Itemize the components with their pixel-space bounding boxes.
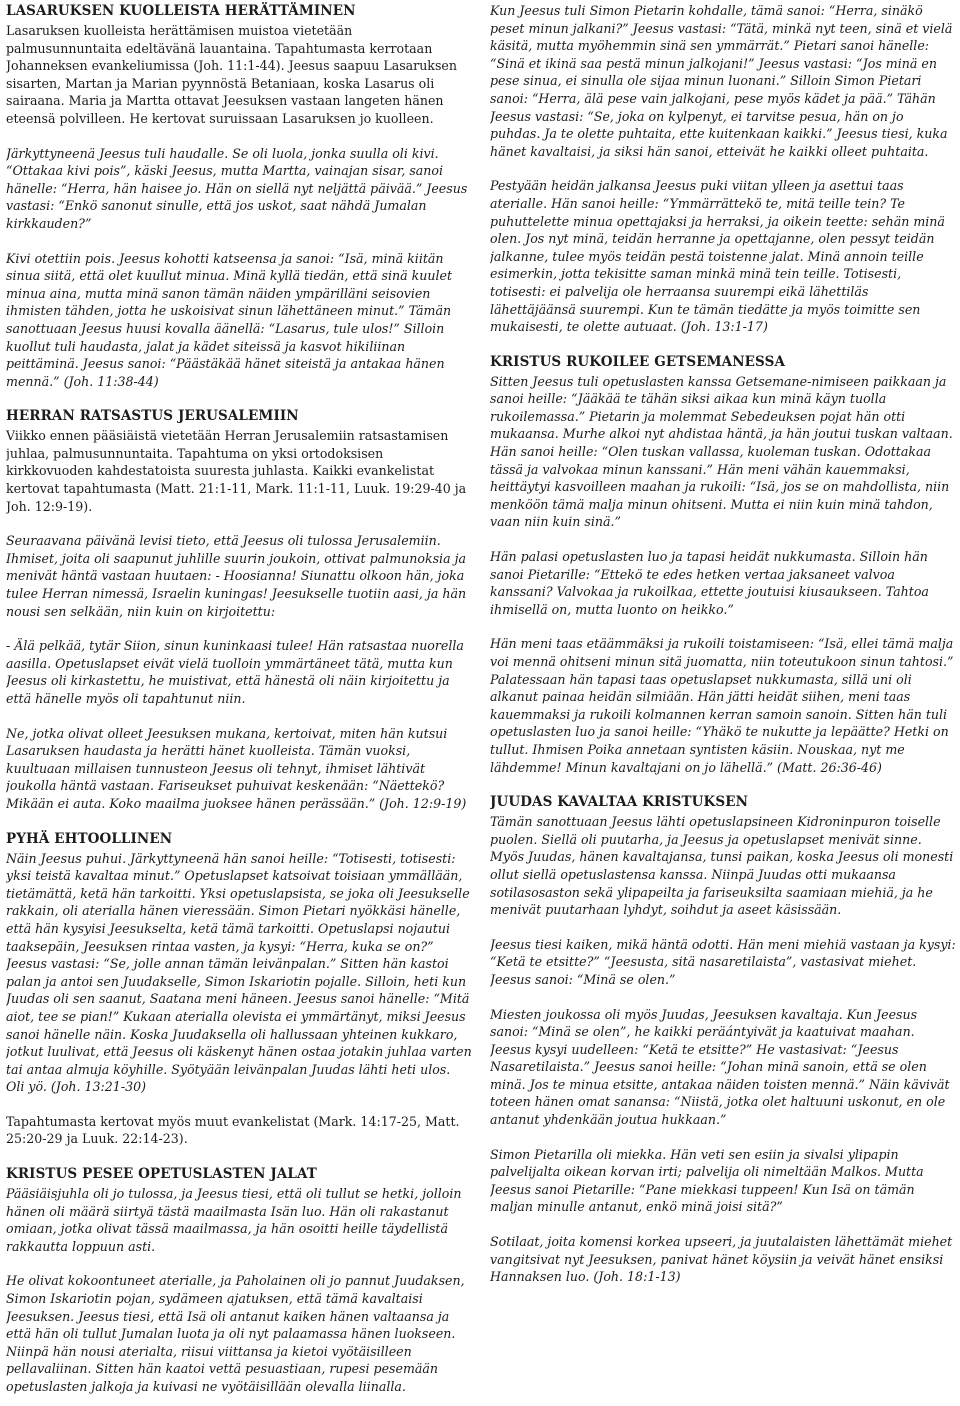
paragraph: Kivi otettiin pois. Jeesus kohotti katseensa ja sanoi: “Isä, minä kiitän sinua siitä, että olet kuullut minua. Minä kyllä tiedän, että sinä kuulet minua aina, mutta minä sanon tämän näiden ympärilläni seisovien ihmisten tähden, jotta he uskoisivat sinun lähettäneen minut.” Tämän sanottuaan Jeesus huusi kovalla äänellä: “Lasarus, tule ulos!” Silloin kuollut tuli haudasta, jalat ja kädet siteissä ja kasvot hikiliinan peittäminä. Jeesus sanoi: “Päästäkää hänet siteistä ja antakaa hänen mennä.” (Joh. 11:38-44) xyxy=(6,250,453,389)
paragraph: Viikko ennen pääsiäistä vietetään Herran Jerusalemiin ratsastamisen juhlaa, palmusunnuntaita. Tapahtuma on yksi ortodoksisen kirkkovuoden kahdestatoista suuresta juhlasta. Kaikki evankelistat kertovat tapahtumasta (Matt. 21:1-11, Mark. 11:1-11, Luuk. 19:29-40 ja Joh. 12:9-19). xyxy=(6,428,467,514)
section-heading: KRISTUS RUKOILEE GETSEMANESSA xyxy=(490,353,786,370)
paragraph: Miesten joukossa oli myös Juudas, Jeesuksen kavaltaja. Kun Jeesus sanoi: “Minä se olen”, he kaikki peräántyivät ja kaatuivat maahan. Jeesus kysyi uudelleen: “Ketä te etsitte?” He vastasivat: “Jeesus Nasaretilaista.” Jeesus sanoi heille: “Johan minä sanoin, että se olen minä. Jos te minua etsitte, antakaa näiden toisten mennä.” Näin kävivät toteen hänen omat sanansa: “Niistä, jotka olet haltuuni uskonut, en ole antanut yhdenkään joutua hukkaan.” xyxy=(490,1006,950,1128)
section-judas-betrayal xyxy=(490,793,956,1286)
paragraph: Sotilaat, joita komensi korkea upseeri, ja juutalaisten lähettämät miehet vangitsivat nyt Jeesuksen, panivat hänet köysiin ja veivät hänet ensiksi Hannaksen luo. (Joh. 18:1-13) xyxy=(490,1234,953,1285)
right-column xyxy=(490,2,956,1406)
paragraph: He olivat kokoontuneet aterialle, ja Paholainen oli jo pannut Juudaksen, Simon Iskariotin pojan, sydämeen ajatuksen, että tämä kavaltaisi Jeesuksen. Jeesus tiesi, että Isä oli antanut kaiken hänen valtaansa ja että hän oli tullut Jumalan luota ja oli nyt palaamassa hänen luokseen. Niinpä hän nousi aterialta, riisui viittansa ja kietoi vyötäisilleen pellavaliinan. Sitten hän kaatoi vettä pesuastiaan, rupesi pesemään opetuslasten jalkoja ja kuivasi ne vyötäisillään olevalla liinalla. xyxy=(6,1273,465,1394)
section-heading: LASARUKSEN KUOLLEISTA HERÄTTÄMINEN xyxy=(6,3,356,19)
section-palm-sunday xyxy=(6,407,472,812)
left-column xyxy=(6,2,472,1406)
paragraph: Lasaruksen kuolleista herättämisen muistoa vietetään palmusunnuntaita edeltävänä lauantaina. Tapahtumasta kerrotaan Johanneksen evankeliumissa (Joh. 11:1-44). Jeesus saapuu Lasaruksen sisarten, Martan ja Marian pyynnöstä Betaniaan, koska Lasarus oli sairaana. Maria ja Martta ottavat Jeesuksen vastaan langeten hänen eteensä polvilleen. He kertovat suruissaan Lasaruksen jo kuolleen. xyxy=(6,23,457,126)
section-heading: HERRAN RATSASTUS JERUSALEMIIN xyxy=(6,408,299,425)
paragraph: Sitten Jeesus tuli opetuslasten kanssa Getsemane-nimiseen paikkaan ja sanoi heille: “Jääkää te tähän siksi aikaa kun minä käyn tuolla rukoilemassa.” Pietarin ja molemmat Sebedeuksen pojat hän otti mukaansa. Murhe alkoi nyt ahdistaa häntä, ja hän joutui tuskan valtaan. Hän sanoi heille: “Olen tuskan vallassa, kuoleman tuskan. Odottakaa tässä ja valvokaa minun kanssani.” Hän meni vähän kauemmaksi, heittäytyi kasvoilleen maahan ja rukoili: “Isä, jos se on mahdollista, niin menköön tämä malja minun ohitseni. Mutta ei niin kuin minä tahdon, vaan niin kuin sinä.” xyxy=(490,373,953,530)
paragraph: Kun Jeesus tuli Simon Pietarin kohdalle, tämä sanoi: “Herra, sinäkö peset minun jalkani?” Jeesus vastasi: “Tätä, minkä nyt teen, sinä et vielä käsitä, mutta myöhemmin sinä sen ymmärrät.” Pietari sanoi hänelle: “Sinä et ikinä saa pestä minun jalkojani!” Jeesus vastasi: “Jos minä en pese sinua, ei sinulla ole sijaa minun luonani.” Silloin Simon Pietari sanoi: “Herra, älä pese vain jalkojani, pese myös kädet ja pää.” Tähän Jeesus vastasi: “Se, joka on kylpenyt, ei tarvitse pesua, hän on jo puhdas. Ja te olette puhtaita, ette kuitenkaan kaikki.” Jeesus tiesi, kuka hänet kavaltaisi, ja siksi hän sanoi, etteivät he kaikki olleet puhtaita. xyxy=(490,3,953,159)
section-holy-communion xyxy=(6,830,472,1149)
paragraph: Pestyään heidän jalkansa Jeesus puki viitan ylleen ja asettui taas aterialle. Hän sanoi heille: “Ymmärrättekö te, mitä teille tein? Te puhuttelette minua opettajaksi ja herraksi, ja oikein teette: sehän minä olen. Jos nyt minä, teidän herranne ja opettajanne, olen pessyt teidän jalkanne, tulee myös teidän pestä toistenne jalat. Minä annoin teille esimerkin, jotta tekisitte saman minkä minä tein teille. Totisesti, totisesti: ei palvelija ole herraansa suurempi eikä lähettiläs lähettäjäänsä suurempi. Kun te tämän tiedätte ja myös toimitte sen mukaisesti, te olette autuaat. (Joh. 13:1-17) xyxy=(490,178,945,335)
section-foot-washing xyxy=(6,1165,472,1396)
paragraph: Pääsiäisjuhla oli jo tulossa, ja Jeesus tiesi, että oli tullut se hetki, jolloin hänen oli määrä siirtyä tästä maailmasta Isän luo. Hän oli rakastanut omiaan, jotka olivat tässä maailmassa, ja hän osoitti heille täydellistä rakkautta loppuun asti. xyxy=(6,1186,462,1254)
paragraph: Tämän sanottuaan Jeesus lähti opetuslapsineen Kidroninpuron toiselle puolen. Siellä oli puutarha, ja Jeesus ja opetuslapset menivät sinne. Myös Juudas, hänen kavaltajansa, tunsi paikan, koska Jeesus oli monesti ollut siellä opetuslastensa kanssa. Niinpä Juudas otti mukaansa sotilasosaston sekä ylipapeilta ja fariseuksilta saamiaan miehiä, ja he menivät puutarhaan lyhdyt, soihdut ja aseet käsissään. xyxy=(490,814,954,918)
paragraph: Seuraavana päivänä levisi tieto, että Jeesus oli tulossa Jerusalemiin. Ihmiset, joita oli saapunut juhlille suurin joukoin, ottivat palmunoksia ja menivät häntä vastaan huutaen: - Hoosianna! Siunattu olkoon hän, joka tulee Herran nimessä, Israelin kuningas! Jeesukselle tuotiin aasi, ja hän nousi sen selkään, niin kuin on kirjoitettu: xyxy=(6,533,467,619)
section-heading: JUUDAS KAVALTAA KRISTUKSEN xyxy=(490,794,749,811)
section-heading: PYHÄ EHTOOLLINEN xyxy=(6,830,173,847)
paragraph: Jeesus tiesi kaiken, mikä häntä odotti. Hän meni miehiä vastaan ja kysyi: “Ketä te etsitte?” “Jeesusta, sitä nasaretilaista”, vastasivat miehet. Jeesus sanoi: “Minä se olen.” xyxy=(490,936,956,987)
section-lazarus xyxy=(6,2,472,390)
paragraph: - Älä pelkää, tytär Siion, sinun kuninkaasi tulee! Hän ratsastaa nuorella aasilla. Opetuslapset eivät vielä tuolloin ymmärtäneet tätä, mutta kun Jeesus oli kirkastettu, he muistivat, että hänestä oli näin kirjoitettu ja että hänelle myös oli tapahtunut niin. xyxy=(6,638,464,706)
paragraph: Näin Jeesus puhui. Järkyttyneenä hän sanoi heille: “Totisesti, totisesti: yksi teistä kavaltaa minut.” Opetuslapset katsoivat toisiaan ymmällään, tietämättä, ketä hän tarkoitti. Yksi opetuslapsista, se joka oli Jeesukselle rakkain, oli aterialla hänen vieressään. Simon Pietari nyökkäsi hänelle, että hän kysyisi Jeesukselta, ketä tämä tarkoitti. Opetuslapsi nojautui taaksepäin, Jeesuksen rintaa vasten, ja kysyi: “Herra, kuka se on?” Jeesus vastasi: “Se, jolle annan tämän leivänpalan.” Sitten hän kastoi palan ja antoi sen Juudakselle, Simon Iskariotin pojalle. Silloin, heti kun Juudas oli sen saanut, Saatana meni häneen. Jeesus sanoi hänelle: “Mitä aiot, tee se pian!” Kukaan aterialla olevista ei ymmärtänyt, miksi Jeesus sanoi hänelle näin. Koska Juudaksella oli hallussaan yhteinen kukkaro, jotkut luulivat, että Jeesus oli käskenyt hänen ostaa jotakin juhlaa varten tai antaa almuja köyhille. Syötyään leivänpalan Juudas lähti heti ulos. Oli yö. (Joh. 13:21-30) xyxy=(6,850,472,1095)
section-gethsemane xyxy=(490,353,956,776)
paragraph: Tapahtumasta kertovat myös muut evankelistat (Mark. 14:17-25, Matt. 25:20-29 ja Luuk. 22:14-23). xyxy=(6,1113,460,1147)
paragraph: Simon Pietarilla oli miekka. Hän veti sen esiin ja sivalsi ylipapin palvelijalta oikean korvan irti; palvelija oli nimeltään Malkos. Mutta Jeesus sanoi Pietarille: “Pane miekkasi tuppeen! Kun Isä on tämän maljan minulle antanut, enkö minä joisi sitä?” xyxy=(490,1146,924,1215)
section-foot-washing-continued xyxy=(490,2,956,336)
section-heading: KRISTUS PESEE OPETUSLASTEN JALAT xyxy=(6,1166,317,1183)
paragraph: Ne, jotka olivat olleet Jeesuksen mukana, kertoivat, miten hän kutsui Lasaruksen haudasta ja herätti hänet kuolleista. Tämän vuoksi, kuultuaan millaisen tunnusteon Jeesus oli tehnyt, ihmiset lähtivät joukolla häntä vastaan. Fariseukset puhuivat keskenään: “Näettekö? Mikään ei auta. Koko maailma juoksee hänen perässään.” (Joh. 12:9-19) xyxy=(6,725,467,811)
paragraph: Järkyttyneenä Jeesus tuli haudalle. Se oli luola, jonka suulla oli kivi. “Ottakaa kivi pois”, käski Jeesus, mutta Martta, vainajan sisar, sanoi hänelle: “Herra, hän haisee jo. Hän on siellä nyt neljättä päivää.” Jeesus vastasi: “Enkö sanonut sinulle, että jos uskot, saat nähdä Jumalan kirkkauden?” xyxy=(6,145,468,231)
paragraph: Hän meni taas etäämmäksi ja rukoili toistamiseen: “Isä, ellei tämä malja voi mennä ohitseni minun sitä juomatta, niin toteutukoon sinun tahtosi.” Palatessaan hän tapasi taas opetuslapset nukkumasta, sillä uni oli alkanut painaa heidän silmiään. Hän jätti heidät siihen, meni taas kauemmaksi ja rukoili kolmannen kerran samoin sanoin. Sitten hän tuli opetuslasten luo ja sanoi heille: “Yhäkö te nukutte ja lepäätte? Hetki on tullut. Ihmisen Poika annetaan syntisten käsiin. Nouskaa, nyt me lähdemme! Minun kavaltajani on jo lähellä.” (Matt. 26:36-46) xyxy=(490,636,954,775)
paragraph: Hän palasi opetuslasten luo ja tapasi heidät nukkumasta. Silloin hän sanoi Pietarille: “Ettekö te edes hetken vertaa jaksaneet valvoa kanssani? Valvokaa ja rukoilkaa, ettette joutuisi kiusaukseen. Tahtoa ihmisellä on, mutta luonto on heikko.” xyxy=(490,549,929,617)
